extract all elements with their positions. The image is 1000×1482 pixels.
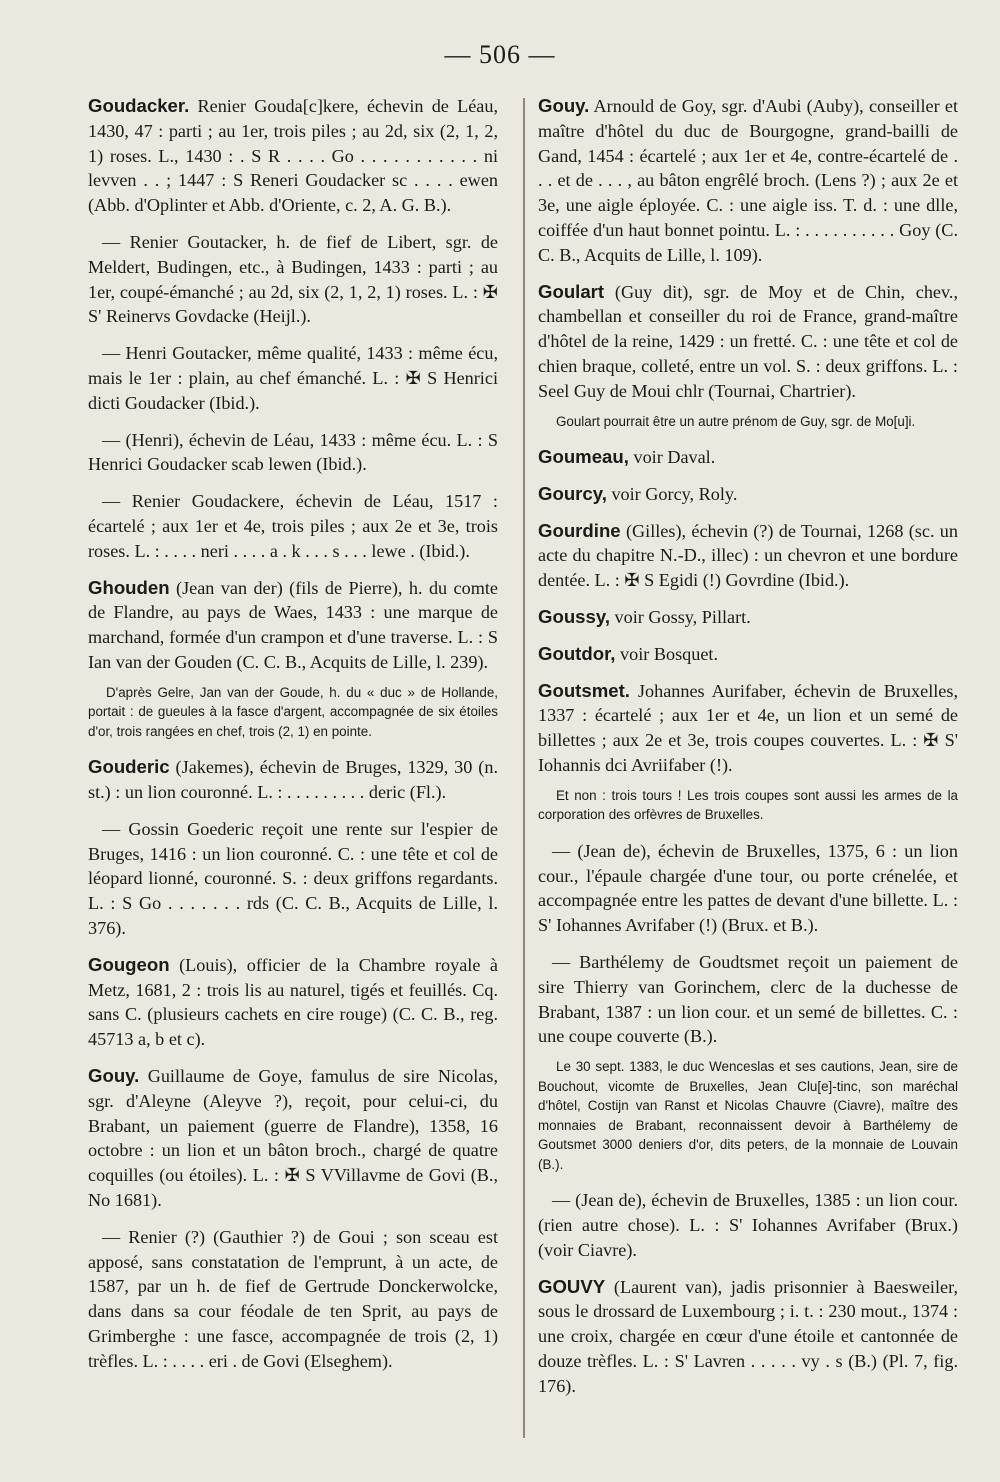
footnote: Goulart pourrait être un autre prénom de Guy, sgr. de Mo[u]i. xyxy=(556,413,916,429)
entry-headword: Gouy. xyxy=(88,1065,140,1086)
sub-entry xyxy=(538,950,958,1049)
entry-text: — (Jean de), échevin de Bruxelles, 1375, 6 : un lion cour., l'épaule chargée d'une tour, ou porte crénelée, et accompagnée entre les pattes de devant d'une billette. L. : S' Iohannes Avrifaber (!) (Brux. et B.). xyxy=(538,840,958,936)
entry-text: (Gilles), échevin (?) de Tournai, 1268 (sc. un acte du chapitre N.-D., illec) : un chevron et une bordure dentée. L. : ✠ S Egidi (!) Govrdine (Ibid.). xyxy=(538,520,958,591)
entry-text: — Henri Goutacker, même qualité, 1433 : même écu, mais le 1er : plain, au chef émanché. L. : ✠ S Henrici dicti Goudacker (Ibid.). xyxy=(88,343,498,413)
entry-text: voir Bosquet. xyxy=(615,643,719,664)
entry-text: (Laurent van), jadis prisonnier à Baesweiler, sous le drossard de Luxembourg ; i. t. : 230 mout., 1374 : une croix, chargée en cœur d'une étoile et cantonnée de douze trèfles. L. : S' Lavren . . . . . vy . s (B.) (Pl. 7, fig. 176). xyxy=(538,1276,958,1396)
entry-headword: Ghouden xyxy=(88,576,170,598)
dictionary-entry xyxy=(88,576,498,675)
sub-entry xyxy=(88,1225,498,1374)
entry-text: Guillaume de Goye, famulus de sire Nicolas, sgr. d'Aleyne (Aleyve ?), reçoit, pour celui-ci, du Brabant, un paiement (guerre de Flandre), 1358, 16 octobre : un lion et un bâton broch., chargé de quatre coquilles (ou étoiles). L. : ✠ S VVillavme de Govi (B., No 1681). xyxy=(88,1066,498,1210)
entry-headword: GOUVY xyxy=(538,1275,606,1297)
entry-text: voir Gossy, Pillart. xyxy=(610,607,751,628)
entry-text: (Guy dit), sgr. de Moy et de Chin, chev., chambellan et conseiller du roi de France, grand-maître d'hôtel de la reine, 1429 : un fretté. C. : une tête et col de chien braque, colleté, entre un vol. S. : deux griffons. L. : Seel Guy de Moui chlr (Tournai, Chartrier). xyxy=(538,281,958,401)
page-number: — 506 — xyxy=(444,40,556,69)
entry-text: (Jean van der) (fils de Pierre), h. du comte de Flandre, au pays de Waes, 1433 : une marque de marchand, formée d'un crampon et d'une traverse. L. : S Ian van der Gouden (C. C. B., Acquits de Lille, l. 239). xyxy=(88,577,498,672)
sub-entry xyxy=(88,428,498,478)
dictionary-entry xyxy=(88,755,498,805)
entry-text: (Louis), officier de la Chambre royale à Metz, 1681, 2 : trois lis au naturel, tigés et feuillés. Cq. sans C. (plusieurs cachets en cire rouge) (C. C. B., reg. 45713 a, b et c). xyxy=(88,954,498,1050)
entry-text: Arnould de Goy, sgr. d'Aubi (Auby), conseiller et maître d'hôtel du duc de Bourgogne, grand-bailli de Gand, 1454 : écartelé ; aux 1er et 4e, contre-écartelé de . . . et de . . . , au bâton engrêlé broch. (Lens ?) ; aux 2e et 3e, une aigle éployée. C. : une aigle iss. T. d. : une dlle, coiffée d'un haut bonnet pointu. L. : . . . . . . . . . . Goy (C. C. B., Acquits de Lille, l. 109). xyxy=(538,96,958,265)
entry-text: — Barthélemy de Goudtsmet reçoit un paiement de sire Thierry van Gorinchem, clerc de la duchesse de Brabant, 1387 : un lion cour. et un semé de billettes. C. : une coupe couverte (B.). xyxy=(538,952,958,1047)
sub-entry xyxy=(88,341,498,415)
entry-headword: Goutsmet. xyxy=(538,679,630,701)
dictionary-entry xyxy=(88,94,498,218)
dictionary-entry xyxy=(88,953,498,1052)
dictionary-entry xyxy=(538,642,958,667)
dictionary-entry xyxy=(538,445,958,470)
dictionary-entry xyxy=(538,94,958,268)
column-divider xyxy=(523,98,525,1438)
entry-text: — (Henri), échevin de Léau, 1433 : même écu. L. : S Henrici Goudacker scab lewen (Ibid.). xyxy=(88,429,498,475)
dictionary-entry xyxy=(538,519,958,593)
entry-headword: Gourdine xyxy=(538,519,621,541)
entry-text: — Renier Goutacker, h. de fief de Libert, sgr. de Meldert, Budingen, etc., à Budingen, 1433 : parti ; au 1er, coupé-émanché ; au 2d, six (2, 1, 2, 1) roses. L. : ✠ S' Reinervs Govdacke (Heijl.). xyxy=(88,231,498,327)
entry-text: voir Gorcy, Roly. xyxy=(606,483,738,504)
entry-text: (Jakemes), échevin de Bruges, 1329, 30 (n. st.) : un lion couronné. L. : . . . . . . . . . deric (Fl.). xyxy=(88,757,498,803)
sub-entry xyxy=(88,230,498,329)
footnote: D'après Gelre, Jan van der Goude, h. du « duc » de Hollande, portait : de gueules à la fasce d'argent, accompagnée de six étoiles d'or, trois rangées en chef, trois (2, 1) en pointe. xyxy=(88,684,498,739)
entry-headword: Gouderic xyxy=(88,756,170,778)
entry-text: — (Jean de), échevin de Bruxelles, 1385 : un lion cour. (rien autre chose). L. : S' Iohannes Avrifaber (Brux.) (voir Ciavre). xyxy=(538,1190,958,1260)
entry-text: — Renier (?) (Gauthier ?) de Goui ; son sceau est apposé, sans constatation de l'emprunt, à un acte, de 1587, par un h. de fief de Gertrude Donckerwolcke, dans dans sa cour féodale de ten Sprit, au pays de Grimberghe : une fasce, accompagnée de trois (2, 1) trèfles. L. : . . . . eri . de Govi (Elseghem). xyxy=(88,1226,498,1371)
entry-headword: Goulart xyxy=(538,280,605,302)
sub-entry xyxy=(88,489,498,563)
entry-headword: Gouy. xyxy=(538,95,590,116)
entry-headword: Gougeon xyxy=(88,953,170,975)
dictionary-entry xyxy=(538,482,958,507)
sub-entry xyxy=(88,817,498,941)
entry-text: voir Daval. xyxy=(628,447,716,468)
footnote: Et non : trois tours ! Les trois coupes sont aussi les armes de la corporation des orfèvres de Bruxelles. xyxy=(538,787,958,823)
entry-text: Johannes Aurifaber, échevin de Bruxelles, 1337 : écartelé ; aux 1er et 4e, un lion et un semé de billettes ; aux 2e et 3e, trois coupes couvertes. L. : ✠ S' Iohannis dci Avriifaber (!). xyxy=(538,680,958,776)
entry-headword: Goussy, xyxy=(538,606,610,628)
footnote: Le 30 sept. 1383, le duc Wenceslas et ses cautions, Jean, sire de Bouchout, vicomte de Bruxelles, Jean Clu[e]-tinc, son maréchal d'hôtel, Costijn van Ranst et Nicolas Chauvre (Ciavre), maître des monnaies de Brabant, reconnaissent devoir à Barthélemy de Goutsmet 3000 deniers d'or, dits peters, de la monnaie de Louvain (B.). xyxy=(538,1059,958,1172)
entry-headword: Gourcy, xyxy=(538,482,607,504)
left-column xyxy=(88,94,498,1386)
entry-headword: Goutdor, xyxy=(538,642,616,664)
sub-entry xyxy=(538,839,958,938)
entry-text: — Gossin Goederic reçoit une rente sur l'espier de Bruges, 1416 : un lion couronné. C. : une tête et col de léopard lionné, couronné. S. : deux griffons regardants. L. : S Go . . . . . . . rds (C. C. B., Acquits de Lille, l. 376). xyxy=(88,818,498,939)
sub-entry xyxy=(538,1188,958,1262)
dictionary-entry xyxy=(538,605,958,630)
dictionary-entry xyxy=(538,679,958,778)
entry-headword: Goumeau, xyxy=(538,446,629,468)
entry-headword: Goudacker. xyxy=(88,95,190,116)
dictionary-entry xyxy=(538,280,958,404)
right-column xyxy=(538,94,958,1411)
entry-text: Renier Gouda[c]kere, échevin de Léau, 1430, 47 : parti ; au 1er, trois piles ; au 2d, six (2, 1, 2, 1) roses. L., 1430 : . S R . . . . Go . . . . . . . . . . . ni levven . . ; 1447 : S Reneri Goudacker sc . . . . ewen (Abb. d'Oplinter et Abb. d'Oriente, c. 2, A. G. B.). xyxy=(88,96,498,216)
dictionary-entry xyxy=(88,1064,498,1213)
dictionary-entry xyxy=(538,1275,958,1399)
entry-text: — Renier Goudackere, échevin de Léau, 1517 : écartelé ; aux 1er et 4e, trois piles ; aux 2e et 3e, trois roses. L. : . . . . neri . . . . a . k . . . s . . . lewe . (Ibid.). xyxy=(88,491,498,561)
